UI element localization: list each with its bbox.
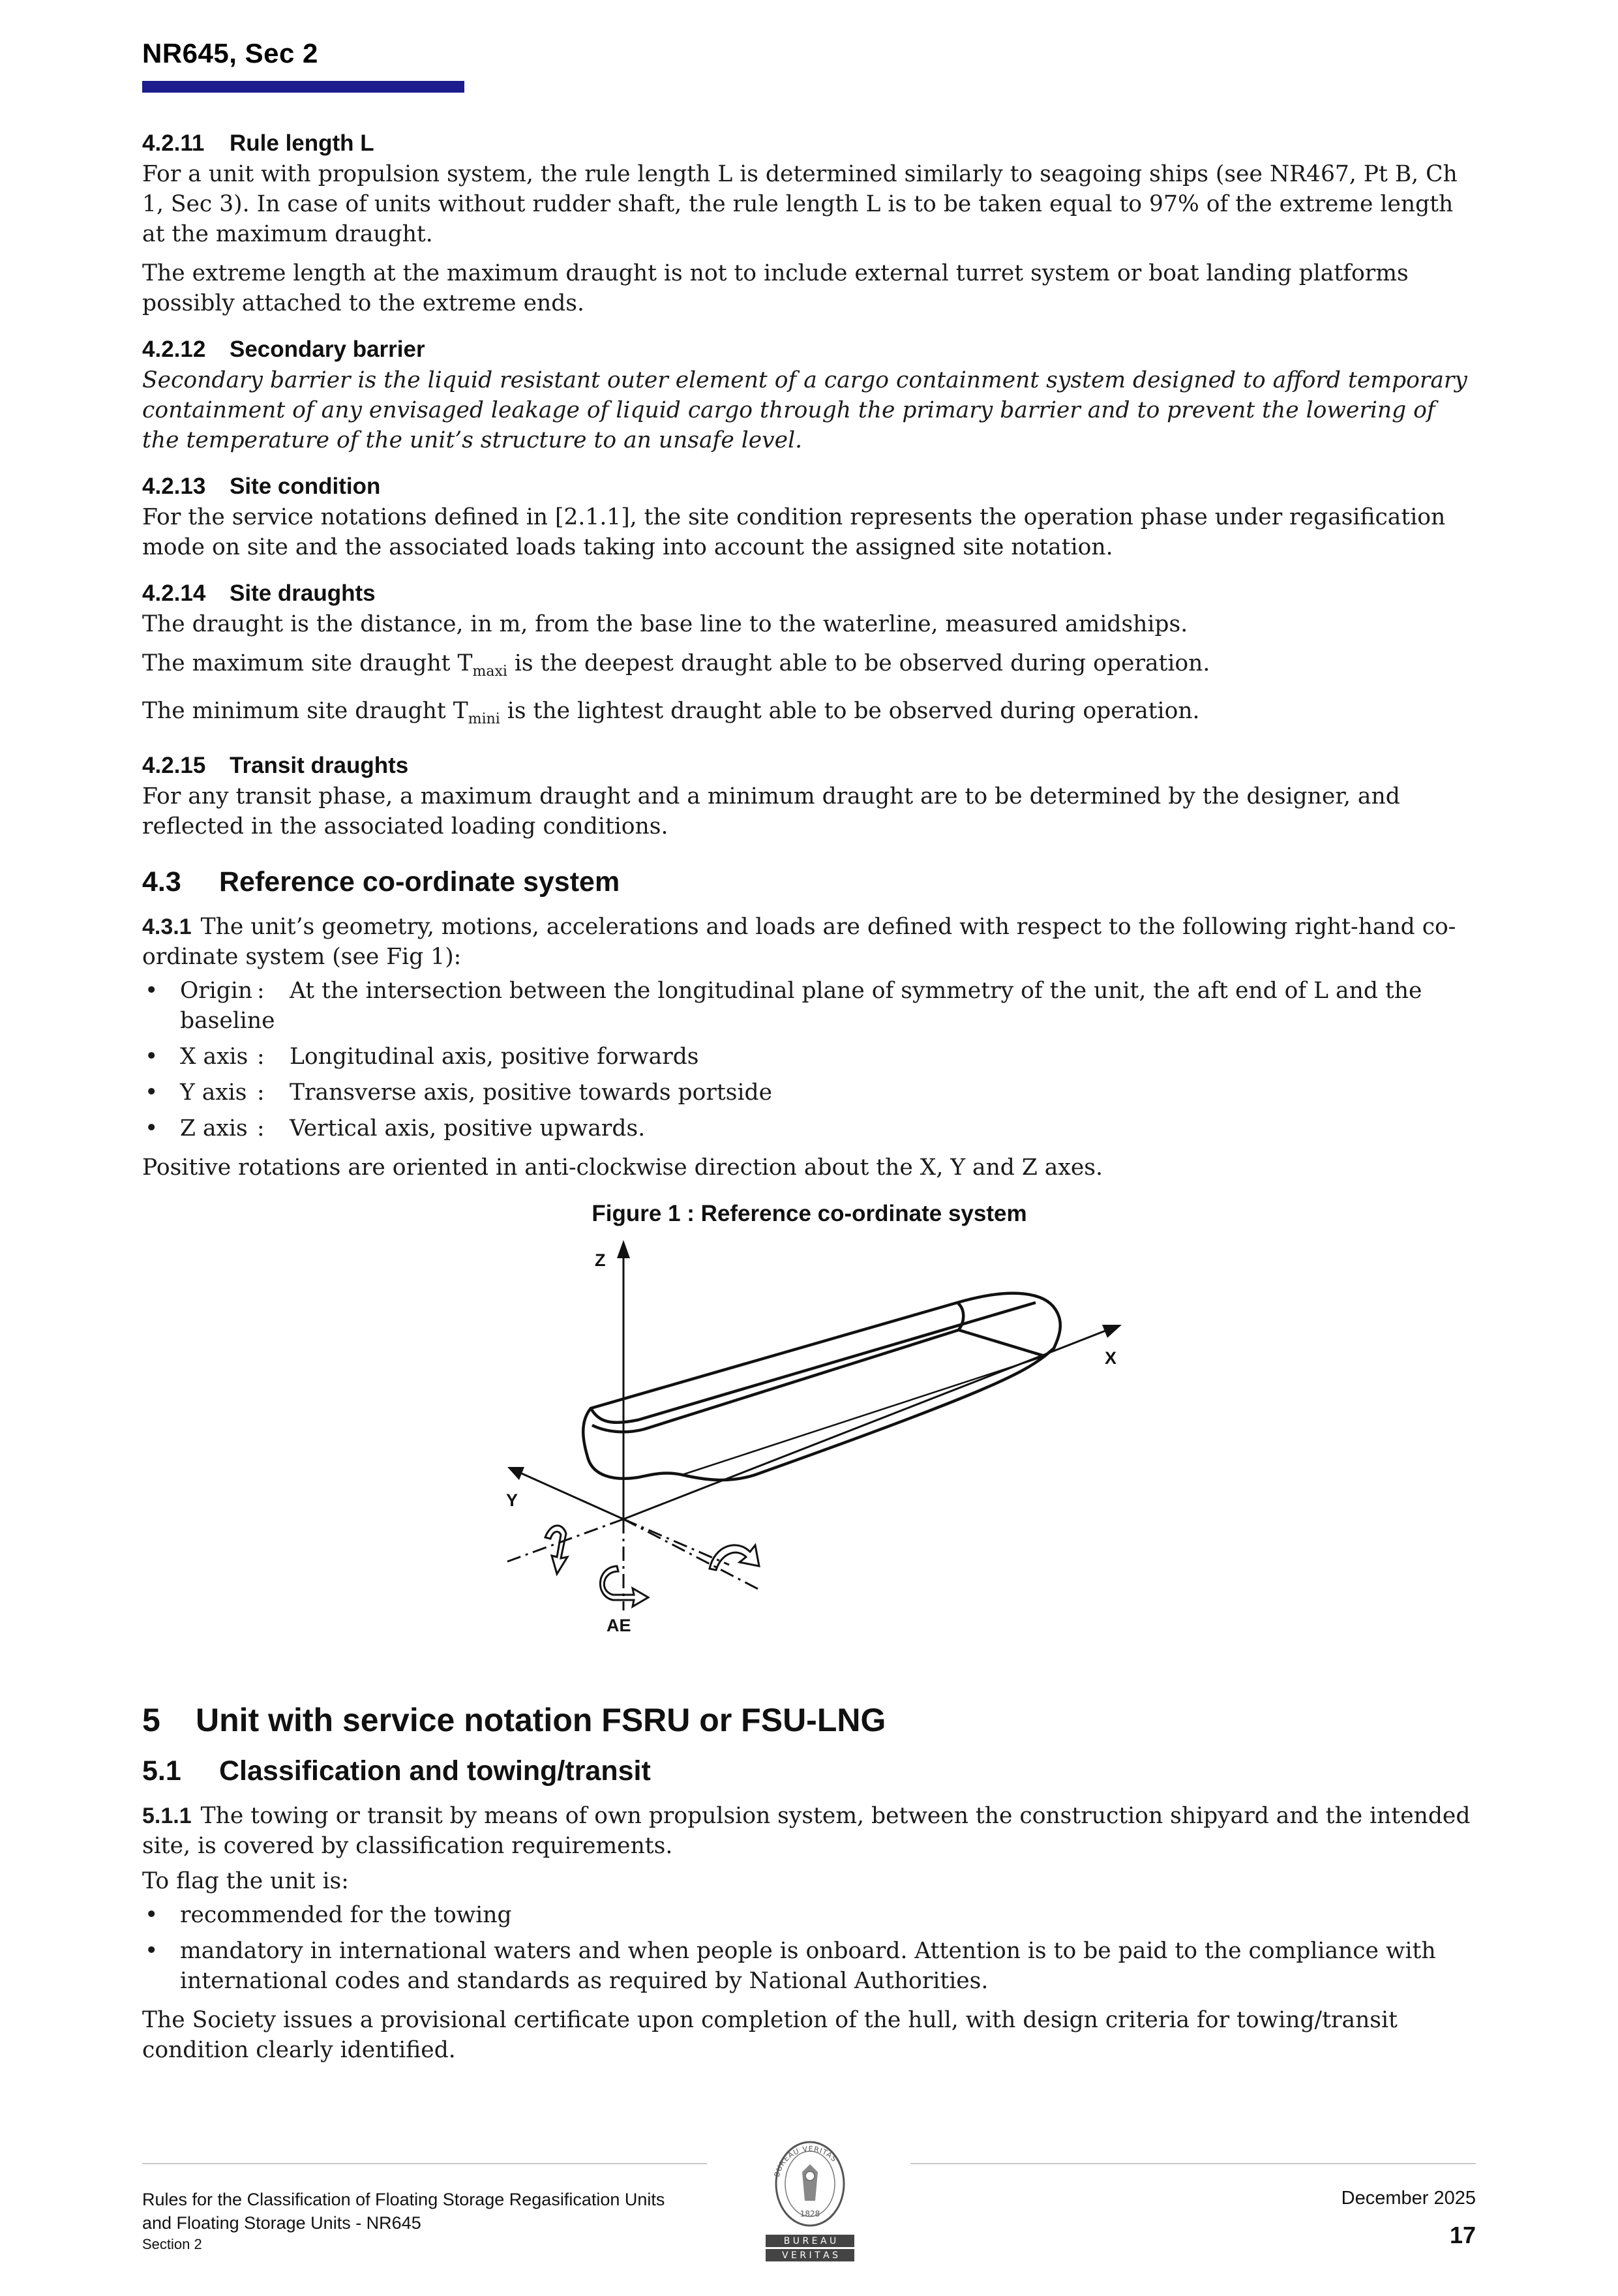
z-axis-label: Z <box>595 1250 606 1270</box>
heading-4-2-12: 4.2.12 Secondary barrier <box>142 337 425 362</box>
coordinate-system-diagram <box>142 1232 1476 1676</box>
list-item: • Z axis : Vertical axis, positive upwards. <box>142 1113 1476 1143</box>
rotation-arrow-y <box>545 1526 567 1574</box>
heading-4-2-13: 4.2.13 Site condition <box>142 474 381 499</box>
svg-text:B U R E A U: B U R E A U <box>783 2236 837 2246</box>
footer-date: December 2025 <box>1341 2188 1476 2209</box>
footer-section: Section 2 <box>142 2236 202 2252</box>
paragraph-max-draught: The maximum site draught $T_{maxi}$ is the deepest draught able to be observed during operation. <box>142 650 1210 680</box>
list-item: • recommended for the towing <box>142 1900 1476 1930</box>
y-axis-line <box>522 1473 623 1519</box>
heading-4-2-15: 4.2.15 Transit draughts <box>142 752 409 778</box>
paragraph: The extreme length at the maximum draught is not to include external turret system or boat landing platforms possibly attached to the extreme ends. <box>142 260 1409 316</box>
footer-document-title <box>142 2188 665 2254</box>
heading-4-2-14: 4.2.14 Site draughts <box>142 581 376 606</box>
heading-5-1: 5.1 Classification and towing/transit <box>142 1755 651 1787</box>
running-header: NR645, Sec 2 <box>142 38 318 68</box>
paragraph-min-draught: The minimum site draught $T_{mini}$ is the lightest draught able to be observed during operation. <box>142 697 1200 727</box>
paragraph: The draught is the distance, in m, from the base line to the waterline, measured amidships. <box>142 611 1188 637</box>
footer-rule-left <box>142 2163 707 2164</box>
svg-text:BUREAU VERITAS: BUREAU VERITAS <box>772 2144 839 2178</box>
bureau-veritas-logo <box>760 2138 860 2265</box>
definition-paragraph: Secondary barrier is the liquid resistant outer element of a cargo containment system designed to afford temporary containment of any envisaged leakage of liquid cargo through the primary barrier and to prevent the lowering of the temperature of the unit’s structure to an unsafe level. <box>142 367 1467 453</box>
paragraph: 5.1.1 The towing or transit by means of own propulsion system, between the construction shipyard and the intended site, is covered by classification requirements. <box>142 1802 1471 1859</box>
x-axis-label: X <box>1105 1348 1117 1368</box>
paragraph: For any transit phase, a maximum draught and a minimum draught are to be determined by the designer, and reflected in the associated loading conditions. <box>142 783 1400 839</box>
list-item: • mandatory in international waters and when people is onboard. Attention is to be paid to the compliance with international codes and standards as required by National Authorities. <box>142 1936 1476 1996</box>
heading-4-3: 4.3 Reference co-ordinate system <box>142 866 620 898</box>
footer-line: and Floating Storage Units - NR645 <box>142 2213 421 2233</box>
z-axis-arrowhead <box>617 1240 630 1258</box>
list-item: • Y axis : Transverse axis, positive towards portside <box>142 1078 1476 1108</box>
x-aft-dashdot-line <box>623 1519 762 1591</box>
hull-outline <box>583 1293 1060 1479</box>
flag-list <box>142 1900 1476 1996</box>
svg-text:1828: 1828 <box>800 2209 820 2218</box>
paragraph: For the service notations defined in [2.1.1], the site condition represents the operation phase under regasification mode on site and the associated loads taking into account the assigned site notation. <box>142 504 1446 560</box>
axis-list <box>142 976 1476 1143</box>
svg-text:V E R I T A S: V E R I T A S <box>782 2250 838 2261</box>
paragraph: For a unit with propulsion system, the rule length L is determined similarly to seagoing ships (see NR467, Pt B, Ch 1, Sec 3). In case of units without rudder shaft, the rule length L is to be taken equal to 97% of the extreme length at the maximum draught. <box>142 161 1458 247</box>
ae-label: AE <box>607 1615 631 1635</box>
rotation-arrow-x <box>710 1545 759 1570</box>
header-bar <box>142 81 464 93</box>
page-content <box>142 128 1476 2065</box>
heading-5: 5 Unit with service notation FSRU or FSU-LNG <box>142 1701 886 1738</box>
page-number: 17 <box>1449 2222 1476 2248</box>
heading-4-2-11: 4.2.11 Rule length L <box>142 130 374 156</box>
paragraph: Positive rotations are oriented in anti-clockwise direction about the X, Y and Z axes. <box>142 1154 1103 1181</box>
footer-rule-right <box>910 2163 1476 2164</box>
figure-caption: Figure 1 : Reference co-ordinate system <box>592 1200 1027 1226</box>
list-item: • X axis : Longitudinal axis, positive forwards <box>142 1042 1476 1072</box>
paragraph: The Society issues a provisional certificate upon completion of the hull, with design criteria for towing/transit condition clearly identified. <box>142 2006 1398 2063</box>
paragraph: 4.3.1 The unit’s geometry, motions, accelerations and loads are defined with respect to the following right-hand co-ordinate system (see Fig 1): <box>142 913 1456 970</box>
figure-coordinate-system <box>142 1232 1476 1676</box>
x-axis-arrowhead <box>1102 1325 1122 1338</box>
footer-line: Rules for the Classification of Floating Storage Regasification Units <box>142 2190 665 2209</box>
list-item: • Origin : At the intersection between the longitudinal plane of symmetry of the unit, the aft end of L and the baseline <box>142 976 1476 1036</box>
paragraph: To flag the unit is: <box>142 1867 349 1894</box>
y-axis-label: Y <box>506 1490 518 1510</box>
